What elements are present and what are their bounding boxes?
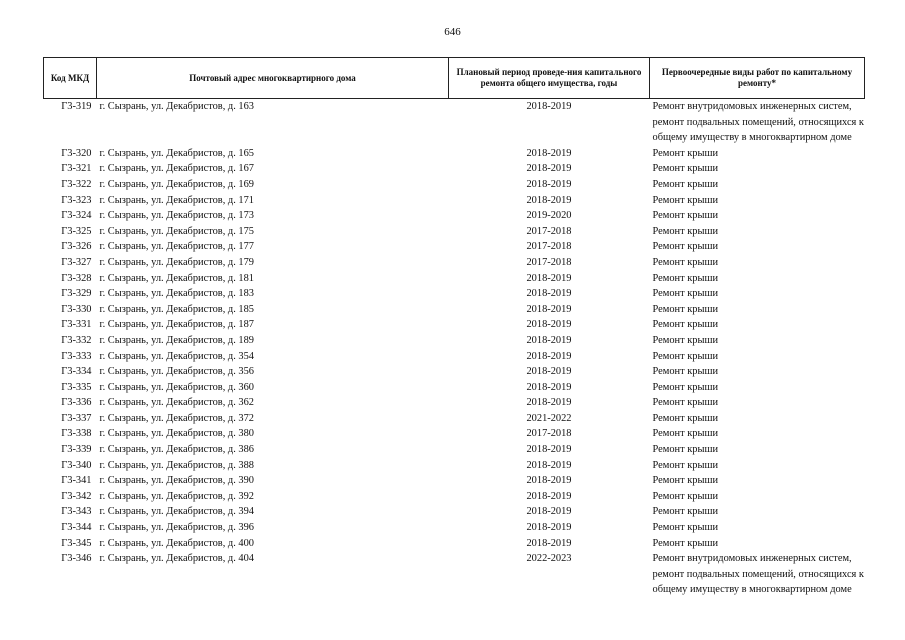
cell-code: Г3-334 [61, 366, 92, 378]
cell-code: Г3-343 [61, 506, 92, 518]
cell-address: г. Сызрань, ул. Декабристов, д. 380 [99, 428, 254, 440]
header-address: Почтовый адрес многоквартирного дома [97, 58, 449, 99]
cell-works: Ремонт крыши [652, 350, 719, 362]
cell-code: Г3-321 [61, 163, 92, 175]
cell-period: 2018-2019 [526, 381, 572, 393]
cell-code: Г3-342 [61, 490, 92, 502]
capital-repair-table [43, 57, 865, 598]
cell-address: г. Сызрань, ул. Декабристов, д. 183 [99, 288, 254, 300]
table-row [44, 161, 865, 177]
table-row [44, 177, 865, 193]
table-row [44, 271, 865, 287]
cell-period: 2018-2019 [526, 334, 572, 346]
table-row [44, 536, 865, 552]
cell-address: г. Сызрань, ул. Декабристов, д. 404 [99, 553, 254, 565]
table-row [44, 426, 865, 442]
cell-works: Ремонт крыши [652, 459, 719, 471]
cell-period: 2018-2019 [526, 303, 572, 315]
table-row [44, 146, 865, 162]
cell-code: Г3-336 [61, 397, 92, 409]
cell-address: г. Сызрань, ул. Декабристов, д. 189 [99, 334, 254, 346]
table-body [44, 99, 865, 599]
cell-works: Ремонт крыши [652, 522, 719, 534]
cell-period: 2018-2019 [526, 522, 572, 534]
cell-code: Г3-328 [61, 272, 92, 284]
page-number: 646 [444, 26, 461, 38]
cell-code: Г3-344 [61, 522, 92, 534]
table-row [44, 551, 865, 598]
header-works: Первоочередные виды работ по капитальному ремонту* [650, 58, 865, 99]
cell-address: г. Сызрань, ул. Декабристов, д. 167 [99, 163, 254, 175]
cell-period: 2018-2019 [526, 444, 572, 456]
table-row [44, 224, 865, 240]
table-row [44, 333, 865, 349]
cell-works: Ремонт внутридомовых инженерных систем, ремонт подвальных помещений, относящихся к общему имуществу в многоквартирном доме [652, 101, 864, 144]
cell-works: Ремонт крыши [652, 241, 719, 253]
cell-period: 2018-2019 [526, 272, 572, 284]
header-row [44, 58, 865, 99]
cell-code: Г3-324 [61, 210, 92, 222]
cell-works: Ремонт крыши [652, 490, 719, 502]
cell-address: г. Сызрань, ул. Декабристов, д. 360 [99, 381, 254, 393]
cell-works: Ремонт крыши [652, 444, 719, 456]
cell-address: г. Сызрань, ул. Декабристов, д. 185 [99, 303, 254, 315]
table-row [44, 395, 865, 411]
cell-address: г. Сызрань, ул. Декабристов, д. 356 [99, 366, 254, 378]
cell-address: г. Сызрань, ул. Декабристов, д. 169 [99, 178, 254, 190]
cell-period: 2017-2018 [526, 428, 572, 440]
table-row [44, 442, 865, 458]
cell-works: Ремонт крыши [652, 475, 719, 487]
cell-works: Ремонт крыши [652, 303, 719, 315]
cell-works: Ремонт крыши [652, 256, 719, 268]
cell-code: Г3-346 [61, 553, 92, 565]
cell-address: г. Сызрань, ул. Декабристов, д. 354 [99, 350, 254, 362]
cell-period: 2018-2019 [526, 366, 572, 378]
cell-period: 2017-2018 [526, 256, 572, 268]
cell-period: 2018-2019 [526, 147, 572, 159]
cell-code: Г3-345 [61, 537, 92, 549]
cell-period: 2018-2019 [526, 319, 572, 331]
cell-period: 2018-2019 [526, 397, 572, 409]
cell-address: г. Сызрань, ул. Декабристов, д. 392 [99, 490, 254, 502]
cell-code: Г3-327 [61, 256, 92, 268]
cell-address: г. Сызрань, ул. Декабристов, д. 179 [99, 256, 254, 268]
cell-period: 2018-2019 [526, 506, 572, 518]
cell-code: Г3-340 [61, 459, 92, 471]
table-row [44, 520, 865, 536]
cell-address: г. Сызрань, ул. Декабристов, д. 390 [99, 475, 254, 487]
cell-code: Г3-319 [61, 101, 92, 112]
cell-works: Ремонт крыши [652, 381, 719, 393]
cell-address: г. Сызрань, ул. Декабристов, д. 187 [99, 319, 254, 331]
cell-period: 2018-2019 [526, 178, 572, 190]
cell-address: г. Сызрань, ул. Декабристов, д. 177 [99, 241, 254, 253]
cell-period: 2018-2019 [526, 537, 572, 549]
cell-works: Ремонт крыши [652, 428, 719, 440]
table-row [44, 208, 865, 224]
cell-address: г. Сызрань, ул. Декабристов, д. 165 [99, 147, 254, 159]
cell-code: Г3-329 [61, 288, 92, 300]
cell-works: Ремонт крыши [652, 178, 719, 190]
cell-code: Г3-333 [61, 350, 92, 362]
header-period: Плановый период проведе-ния капитального ремонта общего имущества, годы [449, 58, 650, 99]
cell-works: Ремонт крыши [652, 147, 719, 159]
cell-code: Г3-331 [61, 319, 92, 331]
table-row [44, 411, 865, 427]
cell-period: 2018-2019 [526, 163, 572, 175]
cell-period: 2017-2018 [526, 241, 572, 253]
cell-code: Г3-338 [61, 428, 92, 440]
cell-address: г. Сызрань, ул. Декабристов, д. 163 [99, 101, 254, 112]
cell-code: Г3-323 [61, 194, 92, 206]
header-code: Код МКД [44, 58, 97, 99]
table-row [44, 255, 865, 271]
cell-period: 2018-2019 [526, 490, 572, 502]
cell-code: Г3-337 [61, 412, 92, 424]
table-row [44, 473, 865, 489]
cell-address: г. Сызрань, ул. Декабристов, д. 394 [99, 506, 254, 518]
table-row [44, 489, 865, 505]
cell-code: Г3-320 [61, 147, 92, 159]
table-row [44, 99, 865, 146]
cell-address: г. Сызрань, ул. Декабристов, д. 175 [99, 225, 254, 237]
table-row [44, 504, 865, 520]
cell-works: Ремонт крыши [652, 397, 719, 409]
cell-works: Ремонт внутридомовых инженерных систем, ремонт подвальных помещений, относящихся к общему имуществу в многоквартирном доме [652, 553, 864, 596]
cell-works: Ремонт крыши [652, 225, 719, 237]
cell-works: Ремонт крыши [652, 272, 719, 284]
cell-address: г. Сызрань, ул. Декабристов, д. 171 [99, 194, 254, 206]
table-row [44, 458, 865, 474]
table-header [44, 58, 865, 99]
cell-works: Ремонт крыши [652, 210, 719, 222]
cell-code: Г3-326 [61, 241, 92, 253]
cell-period: 2018-2019 [526, 459, 572, 471]
cell-address: г. Сызрань, ул. Декабристов, д. 388 [99, 459, 254, 471]
cell-address: г. Сызрань, ул. Декабристов, д. 400 [99, 537, 254, 549]
cell-period: 2018-2019 [526, 475, 572, 487]
cell-period: 2018-2019 [526, 288, 572, 300]
cell-works: Ремонт крыши [652, 163, 719, 175]
cell-works: Ремонт крыши [652, 537, 719, 549]
cell-works: Ремонт крыши [652, 366, 719, 378]
table-row [44, 193, 865, 209]
cell-address: г. Сызрань, ул. Декабристов, д. 372 [99, 412, 254, 424]
cell-period: 2018-2019 [526, 194, 572, 206]
cell-address: г. Сызрань, ул. Декабристов, д. 362 [99, 397, 254, 409]
cell-period: 2022-2023 [526, 553, 572, 565]
table-row [44, 349, 865, 365]
cell-address: г. Сызрань, ул. Декабристов, д. 173 [99, 210, 254, 222]
cell-works: Ремонт крыши [652, 412, 719, 424]
cell-period: 2018-2019 [526, 350, 572, 362]
cell-code: Г3-341 [61, 475, 92, 487]
cell-works: Ремонт крыши [652, 506, 719, 518]
table-row [44, 317, 865, 333]
table-row [44, 239, 865, 255]
cell-code: Г3-322 [61, 178, 92, 190]
cell-works: Ремонт крыши [652, 288, 719, 300]
cell-works: Ремонт крыши [652, 334, 719, 346]
table-row [44, 380, 865, 396]
table-row [44, 302, 865, 318]
cell-address: г. Сызрань, ул. Декабристов, д. 181 [99, 272, 254, 284]
cell-code: Г3-335 [61, 381, 92, 393]
cell-code: Г3-330 [61, 303, 92, 315]
cell-address: г. Сызрань, ул. Декабристов, д. 396 [99, 522, 254, 534]
cell-code: Г3-332 [61, 334, 92, 346]
cell-code: Г3-325 [61, 225, 92, 237]
cell-period: 2017-2018 [526, 225, 572, 237]
cell-period: 2021-2022 [526, 412, 572, 424]
cell-works: Ремонт крыши [652, 194, 719, 206]
cell-code: Г3-339 [61, 444, 92, 456]
cell-period: 2018-2019 [526, 101, 572, 112]
cell-period: 2019-2020 [526, 210, 572, 222]
cell-works: Ремонт крыши [652, 319, 719, 331]
table-row [44, 286, 865, 302]
table-row [44, 364, 865, 380]
cell-address: г. Сызрань, ул. Декабристов, д. 386 [99, 444, 254, 456]
